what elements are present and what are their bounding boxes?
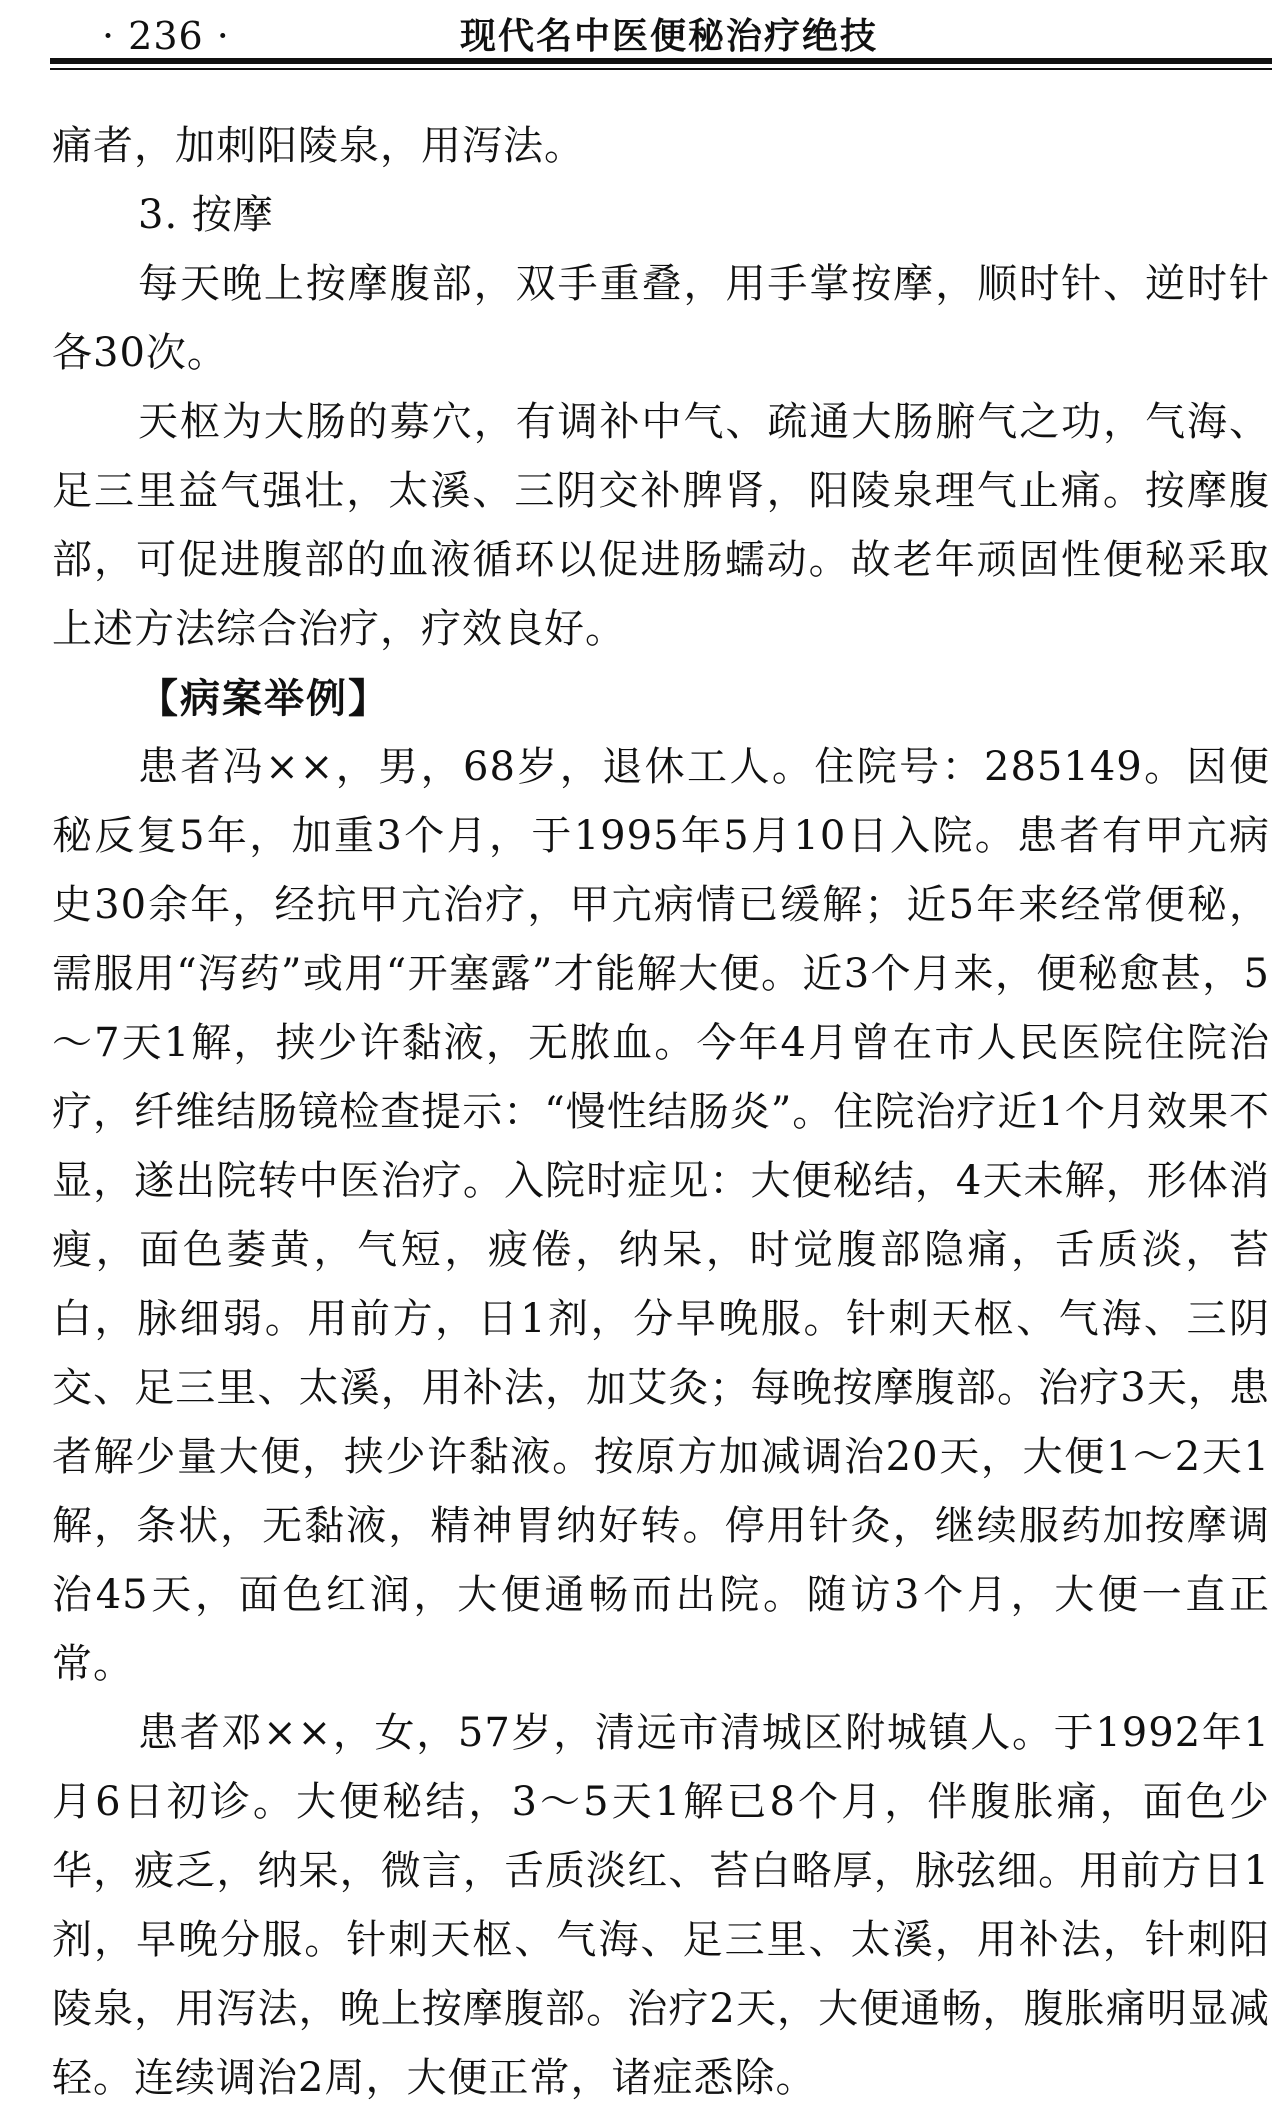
section-heading-massage: 3. 按摩 <box>138 192 274 238</box>
paragraph-continued: 痛者，加刺阳陵泉，用泻法。 <box>52 123 585 169</box>
case-paragraph-1: 患者冯××，男，68岁，退休工人。住院号：285149。因便秘反复5年，加重3个月，于1995年5月10日入院。患者有甲亢病史30余年，经抗甲亢治疗，甲亢病情已缓解；近5年来经常便秘，需服用“泻药”或用“开塞露”才能解大便。近3个月来，便秘愈甚，5～7天1解，挟少许黏液，无脓血。今年4月曾在市人民医院住院治疗，纤维结肠镜检查提示：“慢性结肠炎”。住院治疗近1个月效果不显，遂出院转中医治疗。入院时症见：大便秘结，4天未解，形体消瘦，面色萎黄，气短，疲倦，纳呆，时觉腹部隐痛，舌质淡，苔白，脉细弱。用前方，日1剂，分早晚服。针刺天枢、气海、三阴交、足三里、太溪，用补法，加艾灸；每晚按摩腹部。治疗3天，患者解少量大便，挟少许黏液。按原方加减调治20天，大便1～2天1解，条状，无黏液，精神胃纳好转。停用针灸，继续服药加按摩调治45天，面色红润，大便通畅而出院。随访3个月，大便一直正常。 <box>52 744 1270 1687</box>
body-text <box>52 112 1270 2113</box>
running-title: 现代名中医便秘治疗绝技 <box>460 15 879 57</box>
case-paragraph-2: 患者邓××，女，57岁，清远市清城区附城镇人。于1992年1月6日初诊。大便秘结，3～5天1解已8个月，伴腹胀痛，面色少华，疲乏，纳呆，微言，舌质淡红、苔白略厚，脉弦细。用前方日1剂，早晚分服。针刺天枢、气海、足三里、太溪，用补法，针刺阳陵泉，用泻法，晚上按摩腹部。治疗2天，大便通畅，腹胀痛明显减轻。连续调治2周，大便正常，诸症悉除。 <box>52 1710 1270 2101</box>
page-number: · 236 · <box>102 14 230 58</box>
header-rule-thick <box>50 58 1272 64</box>
paragraph-explanation: 天枢为大肠的募穴，有调补中气、疏通大肠腑气之功，气海、足三里益气强壮，太溪、三阴交补脾肾，阳陵泉理气止痛。按摩腹部，可促进腹部的血液循环以促进肠蠕动。故老年顽固性便秘采取上述方法综合治疗，疗效良好。 <box>52 399 1270 652</box>
section-heading-cases: 【病案举例】 <box>138 675 390 722</box>
header-rule-thin <box>50 68 1272 70</box>
paragraph-massage-method: 每天晚上按摩腹部，双手重叠，用手掌按摩，顺时针、逆时针各30次。 <box>52 261 1270 376</box>
